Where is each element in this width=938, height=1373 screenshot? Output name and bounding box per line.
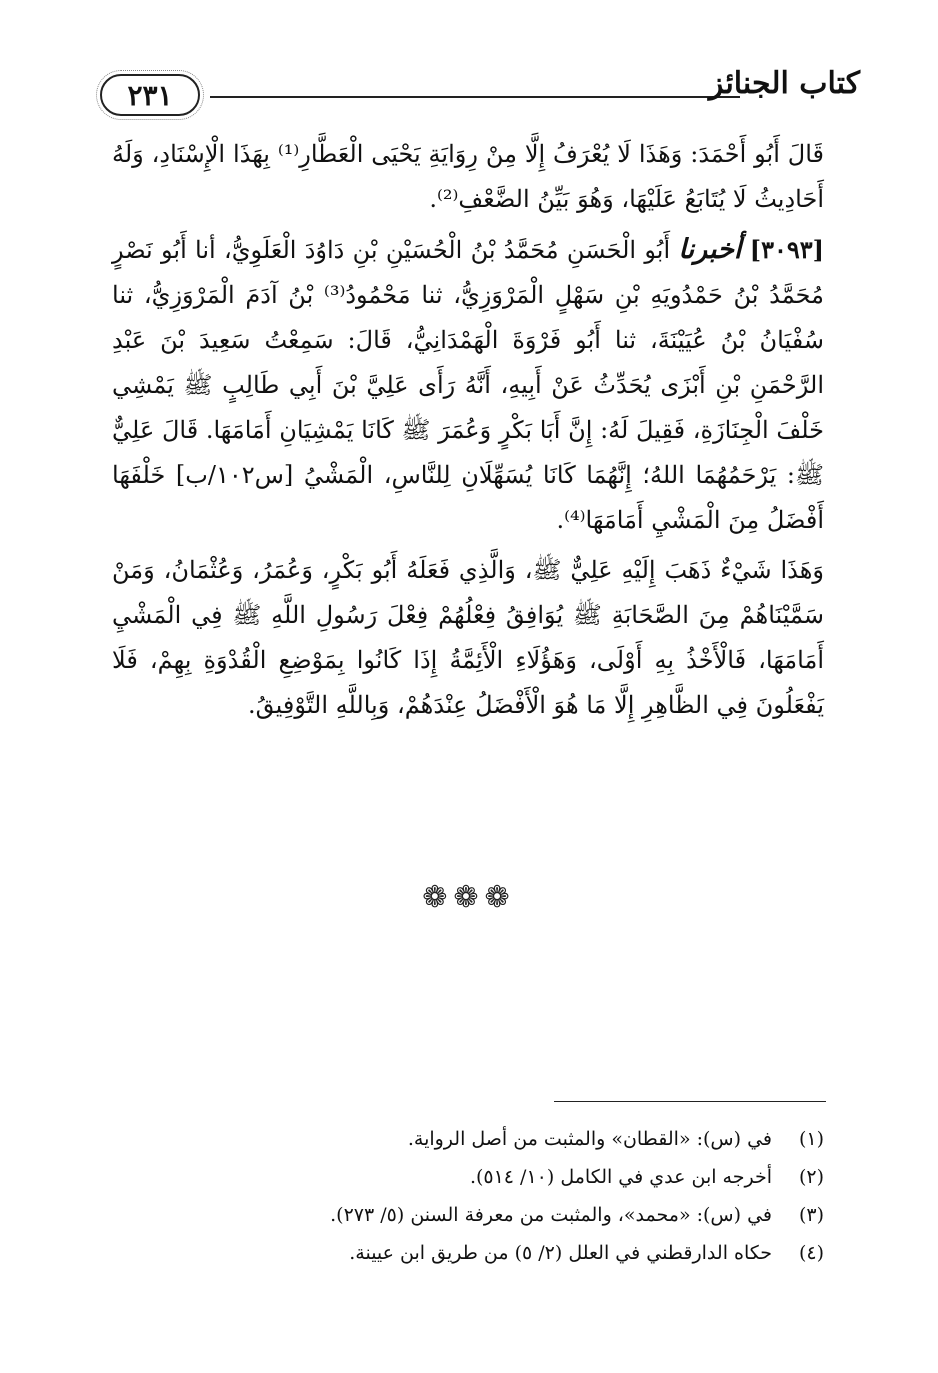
footnote-text: في (س): «القطان» والمثبت من أصل الرواية. (407, 1128, 772, 1150)
footnote-text: في (س): «محمد»، والمثبت من معرفة السنن (٥/ ٢٧٣). (330, 1204, 772, 1226)
footnotes (112, 1120, 824, 1272)
section-ornament: ❁❁❁ (422, 880, 516, 915)
footnote-item (112, 1158, 824, 1196)
footnote-text: أخرجه ابن عدي في الكامل (١٠/ ٥١٤). (469, 1166, 772, 1188)
hadith-text: أَبُو الْحَسَنِ مُحَمَّدُ بْنُ الْحُسَيْنِ بْنِ دَاوُدَ الْعَلَوِيُّ، أنا أَبُو نَصْرٍ مُحَمَّدُ بْنُ حَمْدُويَهِ بْنِ سَهْلٍ الْمَرْوَزِيُّ، ثنا مَحْمُودُ⁽³⁾ بْنُ آدَمَ الْمَرْوَزِيُّ، ثنا سُفْيَانُ بْنُ عُيَيْنَةَ، ثنا أَبُو فَرْوَةَ الْهَمْدَانِيُّ، قَالَ: سَمِعْتُ سَعِيدَ بْنَ عَبْدِ الرَّحْمَنِ بْنِ أَبْزَى يُحَدِّثُ عَنْ أَبِيهِ، أَنَّهُ رَأَى عَلِيَّ بْنَ أَبِي طَالِبٍ ﷺ يَمْشِي خَلْفَ الْجِنَازَةِ، فَقِيلَ لَهُ: إِنَّ أَبَا بَكْرٍ وَعُمَرَ ﷺ كَانَا يَمْشِيَانِ أَمَامَهَا. قَالَ عَلِيٌّ ﷺ: يَرْحَمُهُمَا اللهُ؛ إِنَّهُمَا كَانَا يُسَهِّلَانِ لِلنَّاسِ، الْمَشْيُ [س١٠٢/ب] خَلْفَهَا أَفْضَلُ مِنَ الْمَشْيِ أَمَامَهَا⁽⁴⁾. (112, 236, 825, 534)
footnote-number: (١) (798, 1128, 824, 1150)
footnote-number: (٣) (798, 1204, 824, 1226)
hadith-number: [٣٠٩٣] (749, 235, 824, 264)
footnote-number: (٢) (798, 1166, 824, 1188)
footnote-number: (٤) (798, 1242, 824, 1264)
footnote-item (112, 1234, 824, 1272)
main-text (112, 132, 824, 733)
paragraph-3: وَهَذَا شَيْءٌ ذَهَبَ إِلَيْهِ عَلِيٌّ ﷺ، وَالَّذِي فَعَلَهُ أَبُو بَكْرٍ، وَعُمَرُ، وَعُثْمَانُ، وَمَنْ سَمَّيْنَاهُمْ مِنَ الصَّحَابَةِ ﷺ يُوَافِقُ فِعْلُهُمْ فِعْلَ رَسُولِ اللَّهِ ﷺ فِي الْمَشْيِ أَمَامَهَا، فَالْأَخْذُ بِهِ أَوْلَى، وَهَؤُلَاءِ الْأَئِمَّةُ إِذَا كَانُوا بِمَوْضِعِ الْقُدْوَةِ بِهِمْ، فَلَا يَفْعَلُونَ فِي الظَّاهِرِ إِلَّا مَا هُوَ الْأَفْضَلُ عِنْدَهُمْ، وَبِاللَّهِ التَّوْفِيقُ. (112, 556, 824, 719)
footnote-text: حكاه الدارقطني في العلل (٢/ ٥) من طريق ابن عيينة. (349, 1242, 772, 1264)
paragraph-1: قَالَ أَبُو أَحْمَدَ: وَهَذَا لَا يُعْرَفُ إِلَّا مِنْ رِوَايَةِ يَحْيَى الْعَطَّارِ⁽¹⁾ بِهَذَا الْإِسْنَادِ، وَلَهُ أَحَادِيثُ لَا يُتَابَعُ عَلَيْهَا، وَهُوَ بَيِّنُ الضَّعْفِ⁽²⁾. (112, 140, 824, 213)
hadith-lead-word: أخبرنا (678, 234, 742, 265)
paragraph-2 (112, 227, 824, 543)
book-title: كتاب الجنائز (708, 66, 860, 101)
header-rule (210, 96, 740, 98)
footnote-item (112, 1196, 824, 1234)
footnote-rule (554, 1101, 826, 1102)
footnote-item (112, 1120, 824, 1158)
page-header (100, 60, 860, 140)
page-number-badge: ٢٣١ (100, 74, 200, 116)
